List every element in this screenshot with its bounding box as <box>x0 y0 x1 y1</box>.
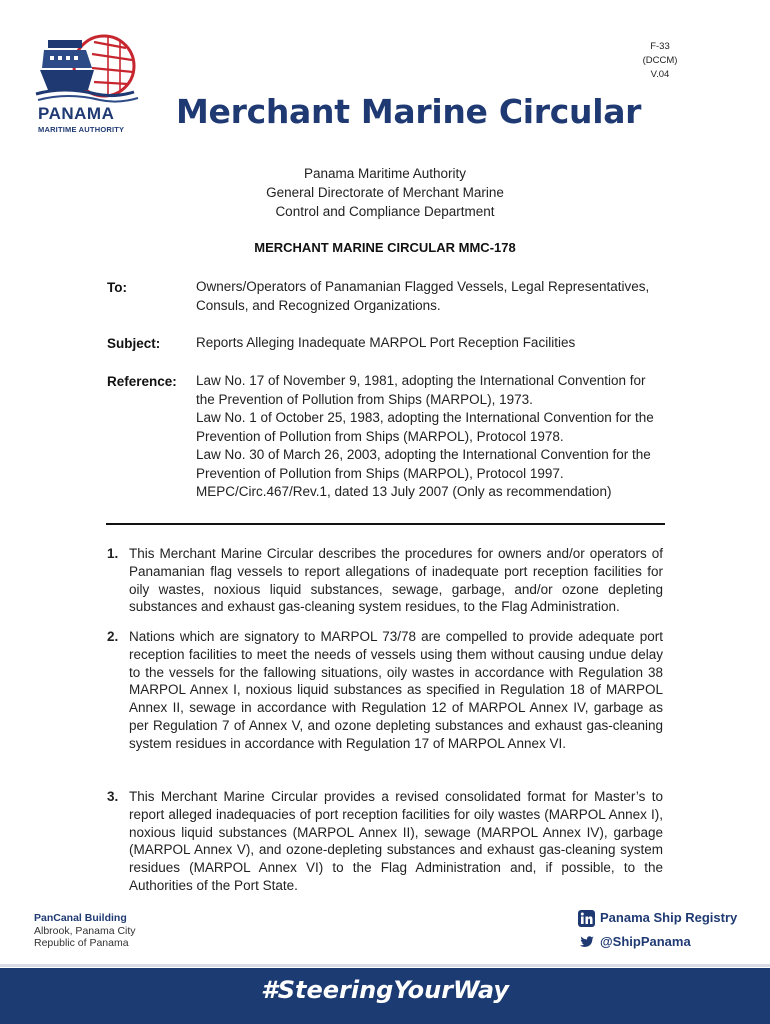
subject-value: Reports Alleging Inadequate MARPOL Port Reception Facilities <box>196 335 576 350</box>
paragraph <box>107 545 663 616</box>
paragraph-number: 3. <box>107 789 119 804</box>
document-title: Merchant Marine Circular <box>176 92 642 131</box>
paragraph-text: This Merchant Marine Circular provides a revised consolidated format for Master’s to report alleged inadequacies of port reception facilities for oily wastes (MARPOL Annex I), noxious liquid substances (MARPOL Annex II), sewage (MARPOL Annex IV), garbage (MARPOL Annex V), and ozone-depleting substances and exhaust gas-cleaning system residues (MARPOL Annex VI) to the Flag Administration and, if possible, to the Authorities of the Port State. <box>129 789 663 893</box>
brand-name: PANAMA <box>38 104 115 123</box>
circular-number: MERCHANT MARINE CIRCULAR MMC-178 <box>254 240 516 255</box>
paragraph <box>107 788 663 895</box>
paragraph-text: Nations which are signatory to MARPOL 73/78 are compelled to provide adequate port reception facilities to meet the needs of vessels using them without causing undue delay to the vessels for the fallowing situations, oily wastes in accordance with Regulation 38 MARPOL Annex I, noxious liquid substances as specified in Regulation 18 of MARPOL Annex II, sewage in accordance with Regulation 12 of MARPOL Annex IV, garbage as per Regulation 7 of Annex V, and ozone depleting substances and exhaust gas-cleaning system residues in accordance with Regulation 17 of MARPOL Annex VI. <box>129 629 663 751</box>
paragraph-number: 2. <box>107 629 119 644</box>
building-name: PanCanal Building <box>34 912 127 924</box>
twitter-link[interactable] <box>578 934 691 951</box>
issuer-line: Control and Compliance Department <box>275 204 495 219</box>
address-line: Albrook, Panama City <box>34 924 136 937</box>
form-code <box>630 40 690 82</box>
reference-item: Law No. 30 of March 26, 2003, adopting the International Convention for the Prevention of Pollution from Ships (MARPOL), Protocol 1997. <box>196 447 651 481</box>
to-label: To: <box>107 280 127 295</box>
hashtag: #SteeringYourWay <box>261 976 509 1004</box>
reference-item: MEPC/Circ.467/Rev.1, dated 13 July 2007 (Only as recommendation) <box>196 484 612 499</box>
linkedin-icon <box>578 910 595 927</box>
issuer-line: General Directorate of Merchant Marine <box>266 185 504 200</box>
paragraph-number: 1. <box>107 546 119 561</box>
form-code-line: (DCCM) <box>642 55 678 66</box>
reference-label: Reference: <box>107 374 177 389</box>
linkedin-link[interactable] <box>578 910 737 927</box>
linkedin-label: Panama Ship Registry <box>600 910 738 925</box>
twitter-icon <box>578 934 595 951</box>
to-value: Owners/Operators of Panamanian Flagged Vessels, Legal Representatives, Consuls, and Recognized Organizations. <box>196 279 650 313</box>
paragraph-text: This Merchant Marine Circular describes the procedures for owners and/or operators of Panamanian flag vessels to report allegations of inadequate port reception facilities for oily wastes, noxious liquid substances, sewage, garbage, and/or ozone depleting substances and exhaust gas-cleaning system residues, to the Flag Administration. <box>129 546 663 615</box>
form-code-line: F-33 <box>650 41 670 52</box>
panama-maritime-authority-logo <box>34 28 144 110</box>
form-code-line: V.04 <box>650 69 670 80</box>
brand-subtitle: MARITIME AUTHORITY <box>38 125 125 134</box>
reference-item: Law No. 17 of November 9, 1981, adopting the International Convention for the Prevention of Pollution from Ships (MARPOL), 1973. <box>196 373 646 407</box>
reference-list <box>196 372 666 502</box>
paragraph <box>107 628 663 753</box>
subject-label: Subject: <box>107 336 161 351</box>
reference-item: Law No. 1 of October 25, 1983, adopting the International Convention for the Prevention of Pollution from Ships (MARPOL), Protocol 1978. <box>196 410 654 444</box>
issuer-line: Panama Maritime Authority <box>303 166 467 181</box>
divider <box>106 523 665 525</box>
twitter-label: @ShipPanama <box>600 934 691 949</box>
address-line: Republic of Panama <box>34 937 129 949</box>
footer-address <box>34 912 136 950</box>
footer-band-line <box>0 964 770 967</box>
